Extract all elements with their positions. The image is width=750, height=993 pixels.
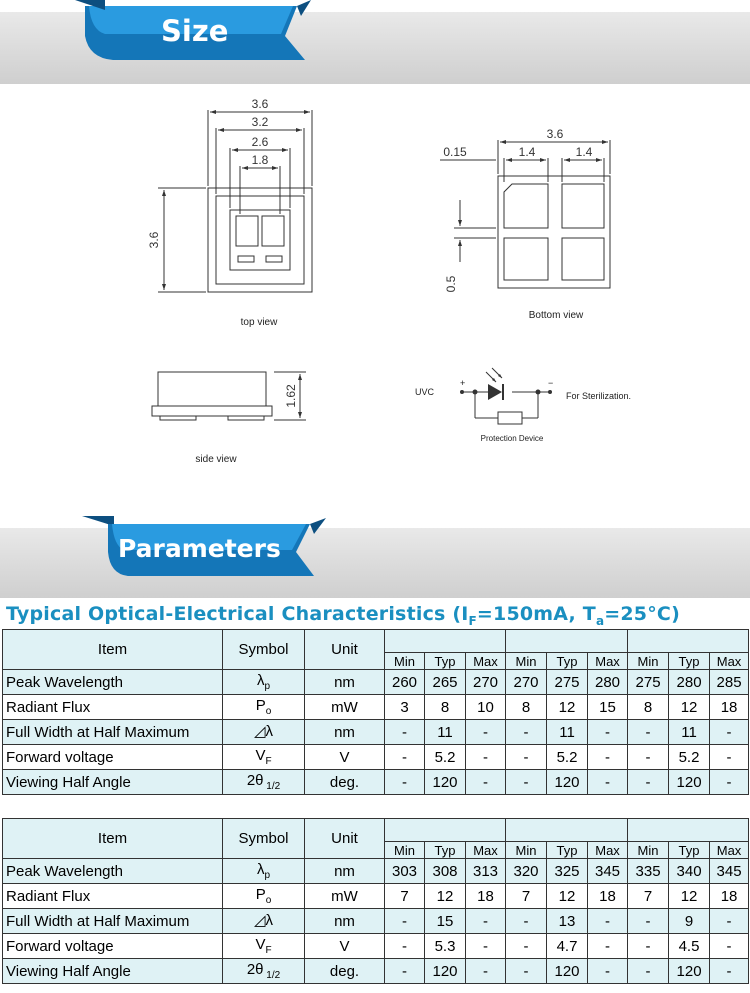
value-cell: 11 <box>669 720 710 745</box>
value-cell: 275 <box>628 670 669 695</box>
value-cell: 12 <box>669 884 710 909</box>
value-cell: 120 <box>547 959 588 984</box>
value-cell: - <box>628 959 669 984</box>
top-view-dim-3.6: 3.6 <box>251 97 269 111</box>
top-view-height-dim: 3.6 <box>147 231 161 249</box>
value-cell: - <box>385 934 425 959</box>
value-cell: - <box>628 745 669 770</box>
symbol-cell: $V_F$ <box>223 745 305 770</box>
characteristics-title: Typical Optical-Electrical Characteristics ($I_F=150mA$, $T_a=25^\circ C$) <box>6 603 680 628</box>
unit-cell: nm <box>305 909 385 934</box>
value-cell: 265 <box>425 670 466 695</box>
value-cell: - <box>710 934 749 959</box>
value-cell: - <box>710 959 749 984</box>
typ-header: Typ <box>669 842 710 859</box>
item-cell: Viewing Half Angle <box>3 959 223 984</box>
value-cell: - <box>466 909 506 934</box>
value-cell: - <box>506 745 547 770</box>
min-header: Min <box>506 653 547 670</box>
value-cell: 308 <box>425 859 466 884</box>
item-header: Item <box>3 819 223 859</box>
value-cell: 270 <box>466 670 506 695</box>
value-cell: 18 <box>710 695 749 720</box>
value-cell: - <box>385 909 425 934</box>
value-cell: 12 <box>547 884 588 909</box>
unit-cell: V <box>305 745 385 770</box>
typ-header: Typ <box>425 653 466 670</box>
table-row <box>3 959 749 984</box>
value-cell: 11 <box>425 720 466 745</box>
item-header: Item <box>3 630 223 670</box>
value-cell: - <box>466 720 506 745</box>
value-cell: 12 <box>547 695 588 720</box>
value-cell: - <box>506 720 547 745</box>
value-cell: 18 <box>588 884 628 909</box>
value-cell: 320 <box>506 859 547 884</box>
group-header-2 <box>506 819 628 842</box>
unit-cell: mW <box>305 884 385 909</box>
side-view-body <box>158 372 266 406</box>
symbol-cell: ◿λ <box>223 720 305 745</box>
value-cell: 5.2 <box>547 745 588 770</box>
value-cell: 12 <box>669 695 710 720</box>
value-cell: - <box>385 959 425 984</box>
table1-header-row <box>3 630 749 653</box>
max-header: Max <box>466 653 506 670</box>
value-cell: 260 <box>385 670 425 695</box>
value-cell: - <box>506 959 547 984</box>
value-cell: 120 <box>425 959 466 984</box>
value-cell: - <box>466 745 506 770</box>
side-view-height-dim: 1.62 <box>284 384 298 408</box>
item-cell: Full Width at Half Maximum <box>3 909 223 934</box>
value-cell: - <box>628 720 669 745</box>
value-cell: 7 <box>385 884 425 909</box>
value-cell: - <box>588 770 628 795</box>
value-cell: - <box>466 770 506 795</box>
bottom-view-package-outline <box>498 176 610 288</box>
value-cell: 285 <box>710 670 749 695</box>
value-cell: 7 <box>628 884 669 909</box>
value-cell: 335 <box>628 859 669 884</box>
bottom-view-dim-0.15: 0.15 <box>443 145 467 159</box>
value-cell: 280 <box>588 670 628 695</box>
dimension-drawings <box>0 90 750 520</box>
max-header: Max <box>588 842 628 859</box>
unit-cell: V <box>305 934 385 959</box>
group-header-1 <box>385 819 506 842</box>
unit-cell: nm <box>305 720 385 745</box>
symbol-cell: ◿λ <box>223 909 305 934</box>
value-cell: 13 <box>547 909 588 934</box>
parameters-title: Parameters <box>118 534 281 563</box>
value-cell: - <box>628 934 669 959</box>
value-cell: 275 <box>547 670 588 695</box>
typ-header: Typ <box>669 653 710 670</box>
top-view-dim-2.6: 2.6 <box>251 135 269 149</box>
item-cell: Viewing Half Angle <box>3 770 223 795</box>
bottom-view-dim-1.4-left: 1.4 <box>518 145 536 159</box>
value-cell: 7 <box>506 884 547 909</box>
min-header: Min <box>628 842 669 859</box>
value-cell: 120 <box>547 770 588 795</box>
top-view-dim-1.8: 1.8 <box>251 153 269 167</box>
value-cell: 12 <box>425 884 466 909</box>
side-view-caption: side view <box>195 454 237 465</box>
unit-header: Unit <box>305 630 385 670</box>
table-row <box>3 670 749 695</box>
size-title: Size <box>161 14 229 48</box>
value-cell: - <box>588 720 628 745</box>
item-cell: Radiant Flux <box>3 884 223 909</box>
value-cell: 4.7 <box>547 934 588 959</box>
min-header: Min <box>506 842 547 859</box>
item-cell: Radiant Flux <box>3 695 223 720</box>
value-cell: 313 <box>466 859 506 884</box>
value-cell: - <box>628 770 669 795</box>
bottom-view-height-dim: 0.5 <box>444 275 458 293</box>
value-cell: - <box>710 770 749 795</box>
symbol-cell: $P_o$ <box>223 884 305 909</box>
value-cell: 120 <box>669 959 710 984</box>
max-header: Max <box>710 653 749 670</box>
value-cell: - <box>628 909 669 934</box>
min-header: Min <box>385 842 425 859</box>
value-cell: 120 <box>669 770 710 795</box>
value-cell: - <box>385 720 425 745</box>
value-cell: 5.3 <box>425 934 466 959</box>
min-header: Min <box>385 653 425 670</box>
value-cell: - <box>506 909 547 934</box>
uvc-label: UVC <box>415 387 435 397</box>
bottom-view-dim-3.6: 3.6 <box>546 127 564 141</box>
table-row <box>3 884 749 909</box>
value-cell: 18 <box>710 884 749 909</box>
value-cell: 9 <box>669 909 710 934</box>
max-header: Max <box>710 842 749 859</box>
value-cell: 11 <box>547 720 588 745</box>
value-cell: - <box>710 745 749 770</box>
table-row <box>3 909 749 934</box>
group-header-2 <box>506 630 628 653</box>
unit-cell: mW <box>305 695 385 720</box>
min-header: Min <box>628 653 669 670</box>
table-row <box>3 695 749 720</box>
characteristics-table-1 <box>2 629 749 795</box>
max-header: Max <box>588 653 628 670</box>
top-view-dim-3.2: 3.2 <box>251 115 269 129</box>
typ-header: Typ <box>547 653 588 670</box>
symbol-cell: $P_o$ <box>223 695 305 720</box>
symbol-cell: $V_F$ <box>223 934 305 959</box>
unit-cell: deg. <box>305 770 385 795</box>
value-cell: 120 <box>425 770 466 795</box>
group-header-1 <box>385 630 506 653</box>
value-cell: 8 <box>425 695 466 720</box>
value-cell: 345 <box>710 859 749 884</box>
value-cell: - <box>588 959 628 984</box>
value-cell: - <box>710 720 749 745</box>
group-header-3 <box>628 819 749 842</box>
item-cell: Forward voltage <box>3 934 223 959</box>
symbol-cell: 2θ $_{1/2}$ <box>223 959 305 984</box>
minus-terminal: − <box>548 378 554 388</box>
value-cell: 10 <box>466 695 506 720</box>
value-cell: - <box>588 934 628 959</box>
value-cell: 15 <box>588 695 628 720</box>
value-cell: - <box>506 934 547 959</box>
value-cell: 325 <box>547 859 588 884</box>
unit-cell: deg. <box>305 959 385 984</box>
plus-terminal: + <box>460 378 466 388</box>
value-cell: - <box>385 745 425 770</box>
value-cell: 4.5 <box>669 934 710 959</box>
value-cell: 8 <box>506 695 547 720</box>
value-cell: 280 <box>669 670 710 695</box>
value-cell: - <box>385 770 425 795</box>
value-cell: 15 <box>425 909 466 934</box>
value-cell: 8 <box>628 695 669 720</box>
value-cell: - <box>466 959 506 984</box>
top-view-package-outline <box>208 188 312 292</box>
table-row <box>3 859 749 884</box>
value-cell: 340 <box>669 859 710 884</box>
sterilization-note: For Sterilization. <box>566 391 632 401</box>
table2-header-row <box>3 819 749 842</box>
value-cell: - <box>588 745 628 770</box>
value-cell: 345 <box>588 859 628 884</box>
table-row <box>3 770 749 795</box>
value-cell: - <box>506 770 547 795</box>
unit-cell: nm <box>305 859 385 884</box>
symbol-header: Symbol <box>223 819 305 859</box>
bottom-view-dim-1.4-right: 1.4 <box>575 145 593 159</box>
value-cell: 303 <box>385 859 425 884</box>
item-cell: Peak Wavelength <box>3 670 223 695</box>
value-cell: 270 <box>506 670 547 695</box>
value-cell: 5.2 <box>425 745 466 770</box>
symbol-header: Symbol <box>223 630 305 670</box>
value-cell: - <box>588 909 628 934</box>
table-row <box>3 934 749 959</box>
value-cell: 5.2 <box>669 745 710 770</box>
unit-cell: nm <box>305 670 385 695</box>
typ-header: Typ <box>547 842 588 859</box>
typ-header: Typ <box>425 842 466 859</box>
value-cell: 3 <box>385 695 425 720</box>
bottom-view-caption: Bottom view <box>528 310 584 321</box>
table-row <box>3 720 749 745</box>
value-cell: - <box>466 934 506 959</box>
protection-device-symbol <box>498 412 522 424</box>
characteristics-table-2 <box>2 818 749 984</box>
value-cell: - <box>710 909 749 934</box>
led-diode-symbol <box>488 384 502 400</box>
item-cell: Peak Wavelength <box>3 859 223 884</box>
unit-header: Unit <box>305 819 385 859</box>
protection-device-label: Protection Device <box>480 434 544 443</box>
symbol-cell: $\lambda_p$ <box>223 670 305 695</box>
symbol-cell: $\lambda_p$ <box>223 859 305 884</box>
group-header-3 <box>628 630 749 653</box>
item-cell: Forward voltage <box>3 745 223 770</box>
value-cell: 18 <box>466 884 506 909</box>
table-row <box>3 745 749 770</box>
max-header: Max <box>466 842 506 859</box>
item-cell: Full Width at Half Maximum <box>3 720 223 745</box>
top-view-caption: top view <box>240 317 278 328</box>
symbol-cell: 2θ $_{1/2}$ <box>223 770 305 795</box>
